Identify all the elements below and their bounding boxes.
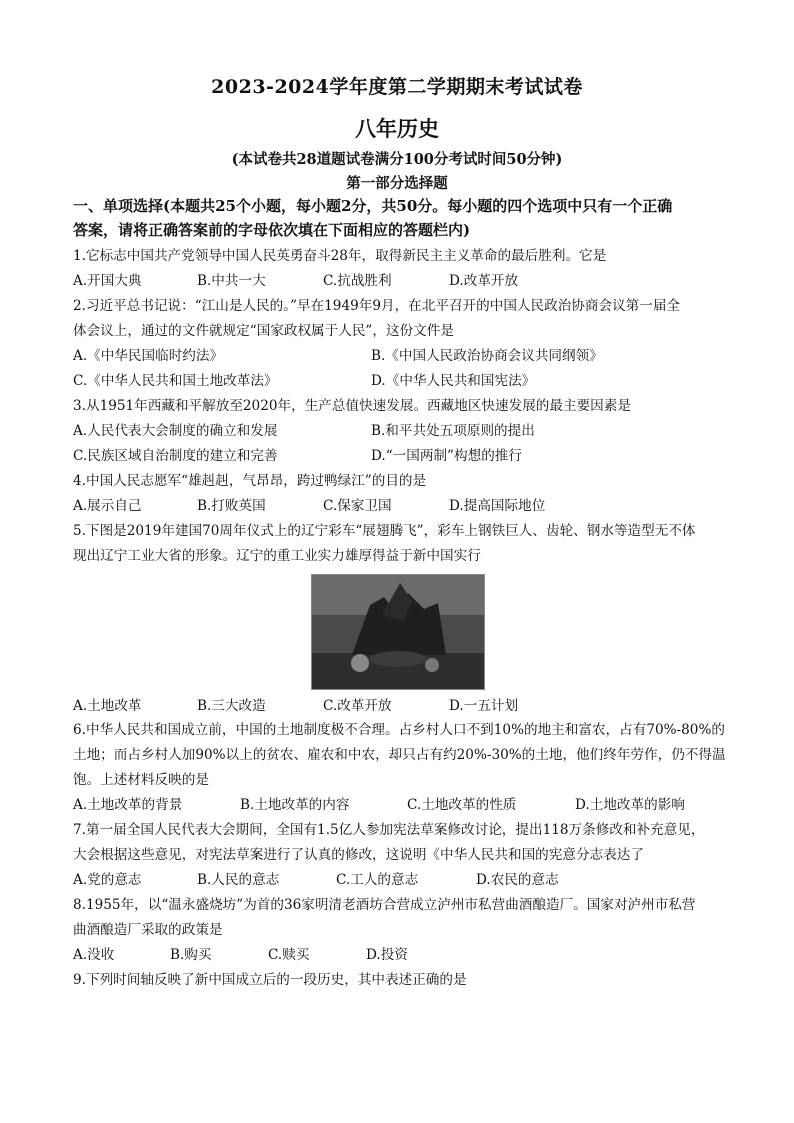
question-2-option-d[interactable]: D.《中华人民共和国宪法》 [371, 373, 536, 389]
question-6-option-a[interactable]: A.土地改革的背景 [73, 797, 183, 813]
question-5-stem-line1: 5.下图是2019年建国70周年仪式上的辽宁彩车“展翅腾飞”，彩车上钢铁巨人、齿轮、钢水等造型无不体 [73, 523, 696, 539]
parade-float-photo [311, 574, 485, 690]
part-heading: 第一部分选择题 [346, 175, 448, 192]
question-1-option-b[interactable]: B.中共一大 [197, 273, 266, 289]
question-5-option-b[interactable]: B.三大改造 [197, 698, 266, 714]
question-7-option-c[interactable]: C.工人的意志 [336, 872, 419, 888]
question-4-option-c[interactable]: C.保家卫国 [323, 498, 392, 514]
question-7-stem-line1: 7.第一届全国人民代表大会期间，全国有1.5亿人参加宪法草案修改讨论，提出118万条修改和补充意见， [73, 822, 705, 838]
question-6-option-c[interactable]: C.土地改革的性质 [407, 797, 517, 813]
question-5-option-a[interactable]: A.土地改革 [73, 698, 142, 714]
question-9-stem: 9.下列时间轴反映了新中国成立后的一段历史，其中表述正确的是 [73, 972, 467, 988]
question-1-stem: 1.它标志中国共产党领导中国人民英勇奋斗28年，取得新民主主义革命的最后胜利。它是 [73, 248, 607, 264]
exam-title: 2023-2024学年度第二学期期末考试试卷 [211, 76, 583, 98]
question-4-stem: 4.中国人民志愿军“雄赳赳，气昂昂，跨过鸭绿江”的目的是 [73, 473, 427, 489]
question-5-option-c[interactable]: C.改革开放 [323, 698, 392, 714]
question-2-option-b[interactable]: B.《中国人民政治协商会议共同纲领》 [371, 348, 603, 364]
question-4-option-b[interactable]: B.打败英国 [197, 498, 266, 514]
question-3-stem: 3.从1951年西藏和平解放至2020年，生产总值快速发展。西藏地区快速发展的最主要因素是 [73, 398, 631, 414]
question-2-stem-line2: 体会议上，通过的文件就规定“国家政权属于人民”，这份文件是 [73, 323, 454, 339]
question-5-option-d[interactable]: D.一五计划 [449, 698, 519, 714]
question-4-option-a[interactable]: A.展示自己 [73, 498, 142, 514]
question-5-stem-line2: 现出辽宁工业大省的形象。辽宁的重工业实力雄厚得益于新中国实行 [73, 548, 481, 564]
question-3-option-c[interactable]: C.民族区域自治制度的建立和完善 [73, 448, 278, 464]
question-7-option-d[interactable]: D.农民的意志 [476, 872, 559, 888]
question-1-option-d[interactable]: D.改革开放 [449, 273, 519, 289]
question-8-option-a[interactable]: A.没收 [73, 947, 115, 963]
section-instruction-line1: 一、单项选择(本题共25个小题，每小题2分，共50分。每小题的四个选项中只有一个正确 [73, 197, 673, 215]
parade-float-image [312, 575, 484, 689]
question-6-option-d[interactable]: D.土地改革的影响 [575, 797, 685, 813]
question-8-stem-line1: 8.1955年，以“温永盛烧坊”为首的36家明清老酒坊合营成立泸州市私营曲酒酿造厂。国家对泸州市私营 [73, 897, 696, 913]
question-7-option-a[interactable]: A.党的意志 [73, 872, 142, 888]
question-8-option-d[interactable]: D.投资 [366, 947, 408, 963]
question-8-option-c[interactable]: C.赎买 [268, 947, 310, 963]
question-1-option-c[interactable]: C.抗战胜利 [323, 273, 392, 289]
question-6-stem-line1: 6.中华人民共和国成立前，中国的土地制度极不合理。占乡村人口不到10%的地主和富农，占有70%-80%的 [73, 722, 725, 738]
question-4-option-d[interactable]: D.提高国际地位 [449, 498, 546, 514]
question-6-option-b[interactable]: B.土地改革的内容 [240, 797, 350, 813]
question-2-option-c[interactable]: C.《中华人民共和国土地改革法》 [73, 373, 278, 389]
question-3-option-a[interactable]: A.人民代表大会制度的确立和发展 [73, 423, 278, 439]
question-8-stem-line2: 曲酒酿造厂采取的政策是 [73, 922, 223, 938]
question-2-stem-line1: 2.习近平总书记说：“江山是人民的。”早在1949年9月，在北平召开的中国人民政治协商会议第一届全 [73, 298, 681, 314]
section-instruction-line2: 答案，请将正确答案前的字母依次填在下面相应的答题栏内) [73, 221, 471, 239]
question-7-option-b[interactable]: B.人民的意志 [197, 872, 280, 888]
exam-note: (本试卷共28道题试卷满分100分考试时间50分钟) [231, 151, 563, 168]
question-1-option-a[interactable]: A.开国大典 [73, 273, 142, 289]
question-2-option-a[interactable]: A.《中华民国临时约法》 [73, 348, 224, 364]
question-6-stem-line3: 饱。上述材料反映的是 [73, 772, 209, 788]
question-6-stem-line2: 土地；而占乡村人加90%以上的贫农、雇农和中农，却只占有约20%-30%的土地，他们终年劳作，仍不得温 [73, 747, 726, 763]
question-8-option-b[interactable]: B.购买 [170, 947, 212, 963]
question-7-stem-line2: 大会根据这些意见，对宪法草案进行了认真的修改，这说明《中华人民共和国的宪意分志表达了 [73, 847, 644, 863]
question-3-option-d[interactable]: D.“一国两制”构想的推行 [371, 448, 522, 464]
question-3-option-b[interactable]: B.和平共处五项原则的提出 [371, 423, 535, 439]
subject-title: 八年历史 [355, 116, 439, 141]
